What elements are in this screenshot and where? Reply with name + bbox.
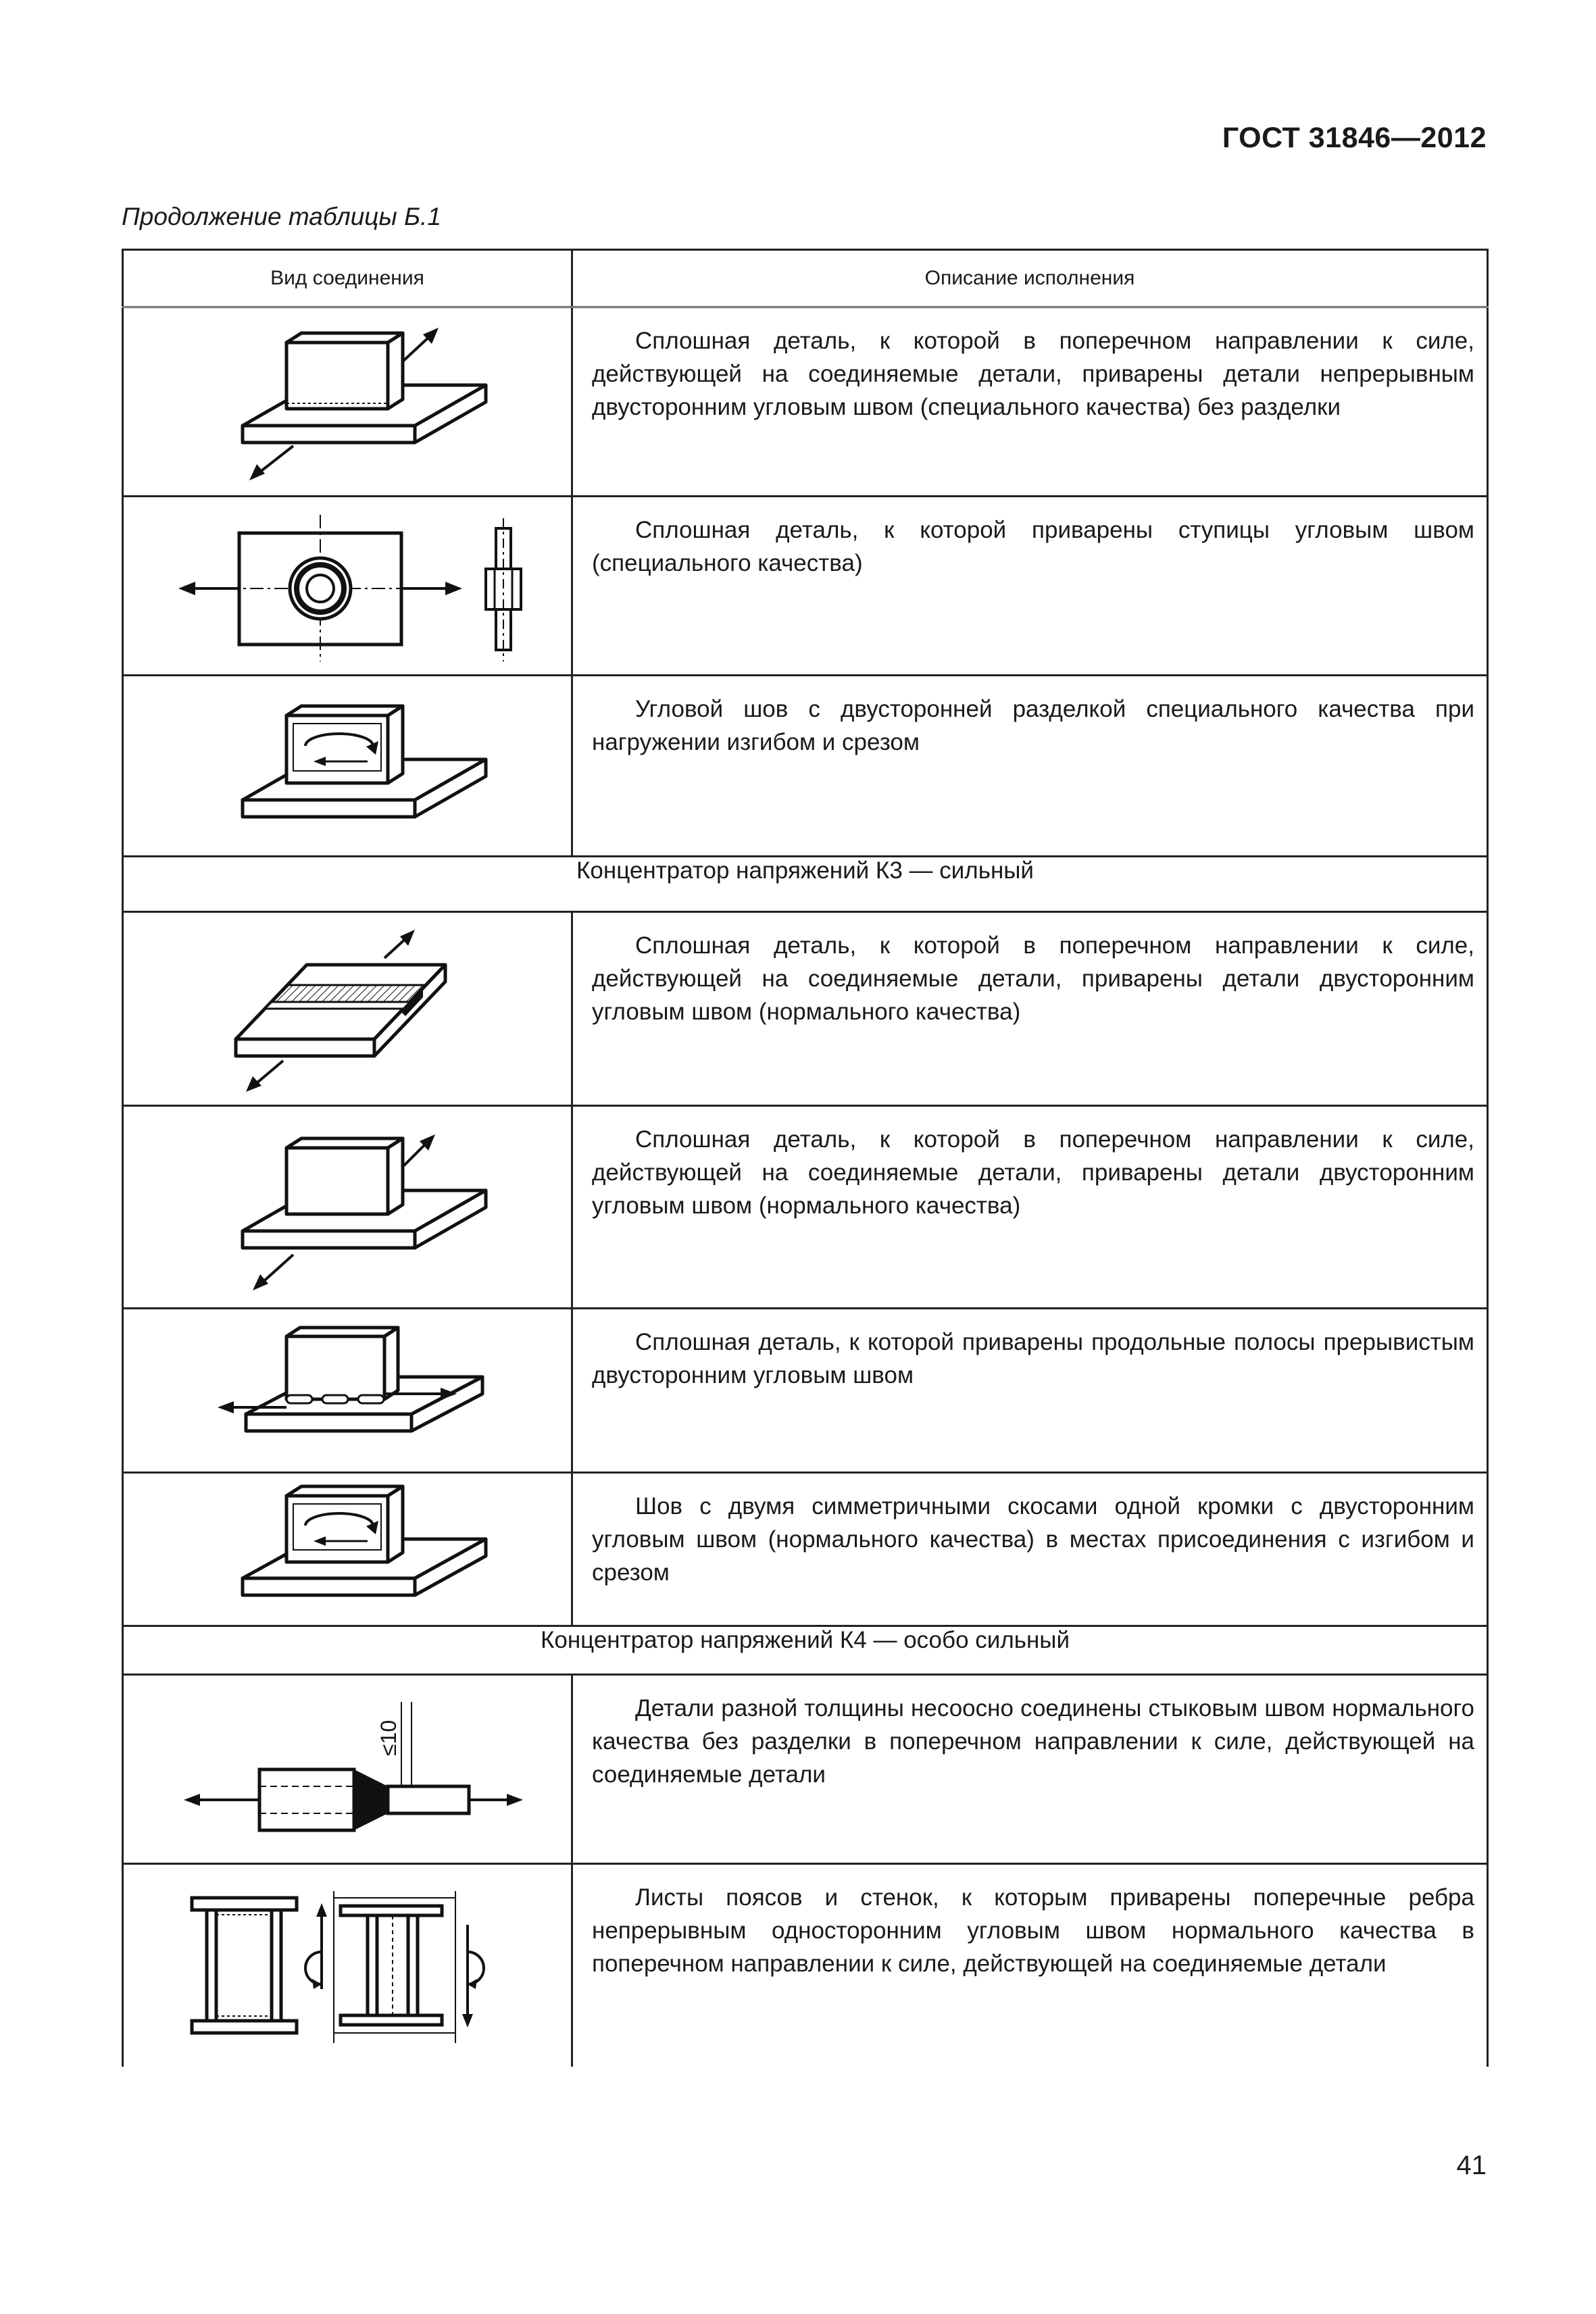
joint-types-table (122, 249, 1489, 2067)
description-text: Шов с двумя симметричными скосами одной кромки с двусторонним угловым швом (нормального качества) в местах присоединения с изгибом и срезом (592, 1493, 1474, 1586)
description-text: Листы поясов и стенок, к которым приварены поперечные ребра непрерывным односторонним угловым швом нормального качества в поперечном направлении к силе, действующей на соединяемые детали (592, 1884, 1474, 1977)
description-cell (572, 497, 1488, 676)
table-row (123, 497, 1488, 676)
butt-weld-different-thickness-diagram (158, 1682, 537, 1857)
description-cell (572, 676, 1488, 857)
section-row-k4 (123, 1626, 1488, 1675)
table-row (123, 307, 1488, 497)
transverse-rib-weld-diagram (145, 1871, 550, 2060)
joint-figure-cell (123, 497, 572, 676)
table-header-row (123, 250, 1488, 307)
description-text: Сплошная деталь, к которой в поперечном направлении к силе, действующей на соединяемые детали, приварены детали двусторонним угловым швом (нормального качества) (592, 1126, 1474, 1219)
section-row-k3 (123, 857, 1488, 912)
column-header-description: Описание исполнения (572, 250, 1488, 307)
fillet-weld-plate-diagram (192, 314, 503, 490)
joint-figure-cell (123, 1309, 572, 1473)
joint-figure-cell (123, 1106, 572, 1309)
table-row (123, 1864, 1488, 2067)
description-cell (572, 307, 1488, 497)
bending-shear-weld-diagram (192, 682, 503, 851)
joint-figure-cell (123, 676, 572, 857)
description-text: Сплошная деталь, к которой в поперечном направлении к силе, действующей на соединяемые детали, приварены детали двусторонним угловым швом (нормального качества) (592, 932, 1474, 1025)
document-code: ГОСТ 31846—2012 (1222, 122, 1487, 154)
section-heading-k4: Концентратор напряжений К4 — особо сильный (123, 1626, 1488, 1675)
description-text: Угловой шов с двусторонней разделкой специального качества при нагружении изгибом и срезом (592, 696, 1474, 755)
joint-figure-cell (123, 307, 572, 497)
joint-figure-cell (123, 1473, 572, 1626)
description-text: Сплошная деталь, к которой приварены ступицы угловым швом (специального качества) (592, 517, 1474, 576)
double-fillet-weld-strip-diagram (192, 917, 503, 1100)
description-text: Сплошная деталь, к которой в поперечном направлении к силе, действующей на соединяемые детали, приварены детали непрерывным двусторонним угловым швом (специального качества) без разделки (592, 328, 1474, 420)
table-row (123, 1473, 1488, 1626)
description-cell (572, 1106, 1488, 1309)
page-number: 41 (1456, 2150, 1487, 2180)
intermittent-weld-strips-diagram (192, 1313, 503, 1468)
table-row (123, 912, 1488, 1106)
table-row (123, 1309, 1488, 1473)
symmetric-bevel-weld-diagram (192, 1477, 503, 1622)
description-cell (572, 1675, 1488, 1864)
section-heading-k3: Концентратор напряжений К3 — сильный (123, 857, 1488, 912)
description-cell (572, 1473, 1488, 1626)
description-cell (572, 1309, 1488, 1473)
joint-figure-cell (123, 912, 572, 1106)
description-text: Сплошная деталь, к которой приварены продольные полосы прерывистым двусторонним угловым швом (592, 1329, 1474, 1388)
hub-fillet-weld-diagram (158, 505, 537, 667)
joint-figure-cell (123, 1864, 572, 2067)
table-row (123, 1106, 1488, 1309)
table-row (123, 1675, 1488, 1864)
description-cell (572, 1864, 1488, 2067)
fillet-weld-normal-quality-diagram (192, 1113, 503, 1302)
description-cell (572, 912, 1488, 1106)
table-continuation-label: Продолжение таблицы Б.1 (122, 203, 441, 230)
table-row (123, 676, 1488, 857)
dimension-label: ≤10 (376, 1719, 401, 1756)
column-header-joint-type: Вид соединения (123, 250, 572, 307)
joint-figure-cell (123, 1675, 572, 1864)
description-text: Детали разной толщины несоосно соединены стыковым швом нормального качества без разделки в поперечном направлении к силе, действующей на соединяемые детали (592, 1695, 1474, 1788)
